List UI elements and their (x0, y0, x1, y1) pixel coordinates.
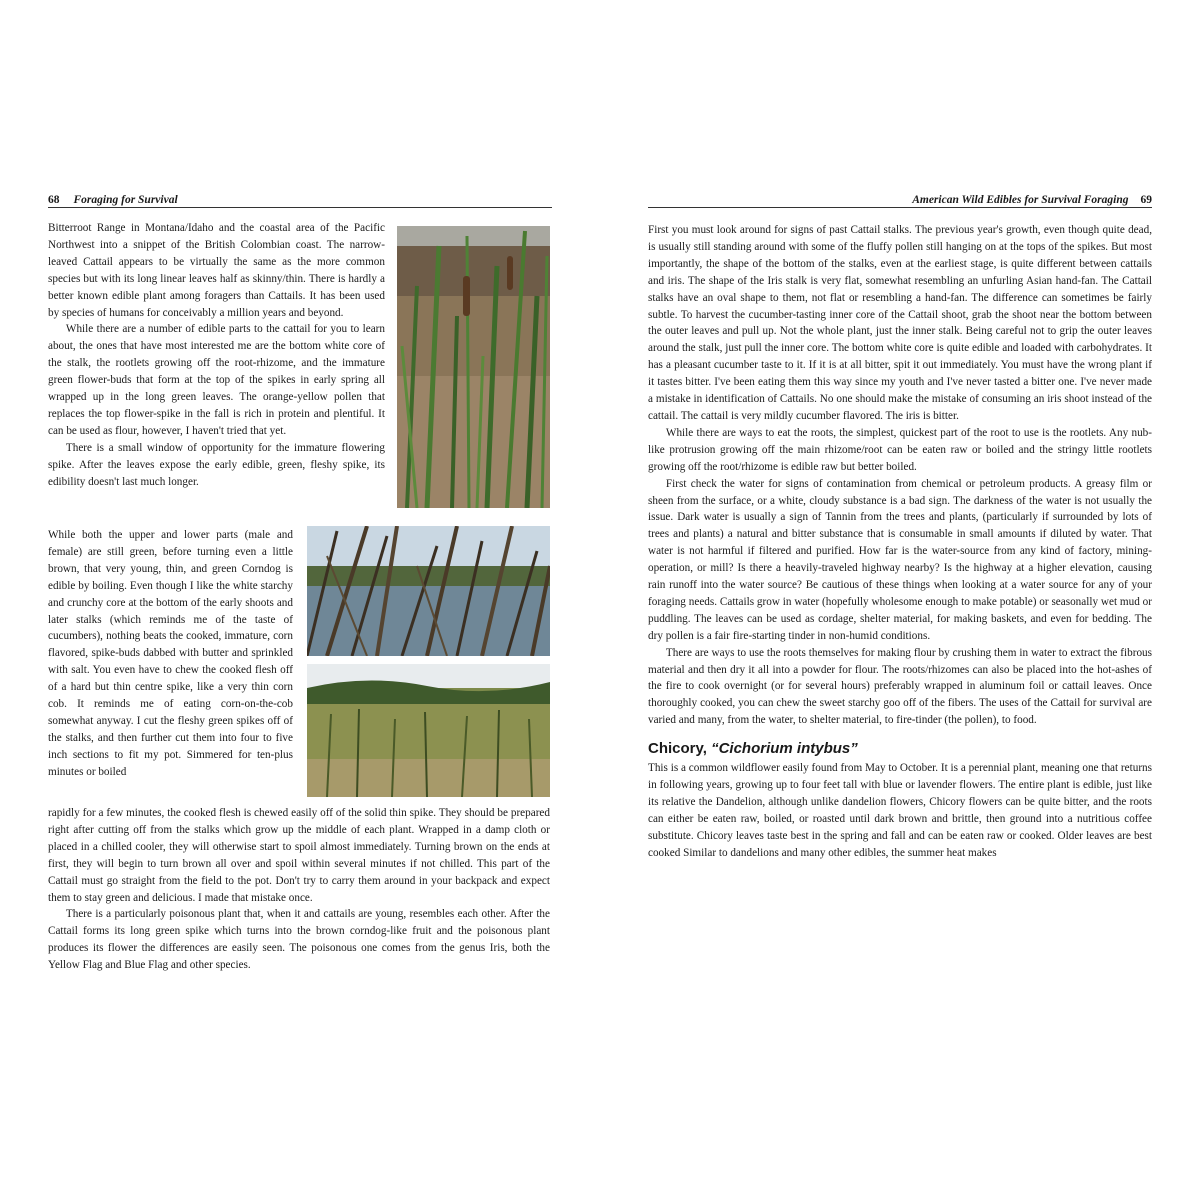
heading-common-name: Chicory, (648, 740, 712, 758)
left-page (48, 188, 552, 208)
left-running-title: Foraging for Survival (73, 194, 178, 206)
paragraph: There is a small window of opportunity for the immature flowering spike. After the leaves expose the early edible, green, fleshy spike, its edibility doesn't last much longer. (48, 441, 385, 488)
paragraph: Bitterroot Range in Montana/Idaho and the coastal area of the Pacific Northwest into a snippet of the British Colombian coast. The narrow-leaved Cattail appears to be virtually the same as the more common species but with its long linear leaves half as skinny/thin. There is hardly a better known edible plant among foragers than Cattails. It has been used by species of humans for conceivably a million years and beyond. (48, 222, 385, 319)
left-column-top (48, 220, 385, 491)
right-running-head (648, 188, 1152, 208)
paragraph: While both the upper and lower parts (male and female) are still green, before turning even a little brown, that very young, thin, and green Corndog is edible by boiling. Even though I like the white starchy and crunchy core at the bottom of the early shoots and later stalks (which reminds me of the taste of cucumbers), nothing beats the cooked, immature, corn flavored, spike-buds dabbed with butter and sprinkled with salt. You even have to chew the cooked flesh off of a hard but thin centre spike, like a very thin corn cob. It reminds me of eating corn-on-the-cob somewhat anyway. I cut the fleshy green spikes off of the stalks, and then further cut them into four to five inch sections to fit my pot. Simmered for ten-plus minutes or boiled (48, 529, 293, 778)
paragraph: First check the water for signs of contamination from chemical or petroleum products. A greasy film or sheen from the surface, or a white, cloudy substance is a bad sign. The darkness of the water is not usually the issue. Dark water is usually a sign of Tannin from the trees and plants, (particularly if surrounded by lots of trees and plants) a natural and bitter substance that is consumable in small amounts if diluted by water. That water is not harmful if filtered and purified. How far is the water-source from any kind of factory, mining-operation, or mill? Is there a heavily-traveled highway nearby? Is the highway at a higher elevation, causing rain runoff into the water source? Be cautious of these things when looking at a water source for any of your foraging needs. Cattails grow in water (hopefully wholesome enough to make potable) or seasonally wet mud or puddling. The leaves can be used as cordage, shelter material, for making baskets, and even for bedding. The dry pollen is a fair fire-starting tinder in non-humid conditions. (648, 477, 1152, 642)
left-running-head (48, 188, 552, 208)
right-running-title: American Wild Edibles for Survival Foraging (912, 194, 1129, 206)
paragraph: rapidly for a few minutes, the cooked flesh is chewed easily off of the solid thin spike. They should be prepared right after cutting off from the stalks which grow up the middle of each plant. Wrapped in a damp cloth or placed in a chilled cooler, they will otherwise start to spoil almost immediately. Turning brown on the ends at first, they will begin to turn brown all over and spoil within several minutes if not chilled. This part of the Cattail must go straight from the field to the pot. Don't try to carry them around in your backpack and expect them to stay green and delicious. I made that mistake once. (48, 807, 550, 904)
cattail-marsh-photo (307, 664, 550, 797)
left-column-middle (48, 527, 293, 781)
left-column-bottom (48, 805, 550, 974)
left-page-number: 68 (48, 194, 60, 206)
paragraph: There are ways to use the roots themselves for making flour by crushing them in water to extract the fibrous material and then dry it all into a powder for flour. The roots/rhizomes can also be placed into the hot-ashes of the fire to cook overnight (or for several hours) preferably wrapped in aluminum foil or cattail leaves. Once thoroughly cooked, you can chew the sweet starchy goo off of the fibers. The uses of the Cattail for survival are varied and many, from the water, to shelter material, to fire-tinder (the pollen), to food. (648, 646, 1152, 727)
paragraph: This is a common wildflower easily found from May to October. It is a perennial plant, meaning one that returns in following years, growing up to four feet tall with blue or lavender flowers. The entire plant is edible, just like its relative the Dandelion, although unlike dandelion flowers, Chicory flowers can be quite bitter, and the roots can either be eaten raw, boiled, or roasted until dark brown and brittle, then ground into a nutritious coffee substitute. Chicory leaves taste best in the spring and fall and can be eaten raw or cooked. Older leaves are best cooked Similar to dandelions and many other edibles, the summer heat makes (648, 762, 1152, 859)
right-page (648, 188, 1152, 862)
paragraph: While there are a number of edible parts to the cattail for you to learn about, the ones that have most interested me are the bottom white core of the stalk, the rootlets growing off the root-rhizome, and the immature green flower-buds that form at the top of the spikes in early spring all wrapped up in the long green leaves. The orange-yellow pollen that replaces the top flower-spike in the fall is rich in protein and plentiful. It can be used as flour, however, I haven't tried that yet. (48, 323, 385, 437)
heading-latin-name: “Cichorium intybus” (711, 740, 858, 758)
right-page-body (648, 222, 1152, 862)
paragraph: While there are ways to eat the roots, the simplest, quickest part of the root to use is the rootlets. Any nub-like protrusion growing off the main rhizome/root can be eaten raw or boiled and the stringy little rootlets growing off the root/rhizome is edible raw but better boiled. (648, 426, 1152, 473)
right-page-number: 69 (1140, 194, 1152, 206)
section-heading-chicory (648, 741, 1152, 758)
cattail-stand-photo (397, 226, 550, 508)
paragraph: First you must look around for signs of past Cattail stalks. The previous year's growth, even though quite dead, is usually still standing around with some of the fluffy pollen still hanging on at the tops of the spikes. But most importantly, the shape of the bottom of the stalks, even at the earliest stage, is quite different between cattails and iris. The shape of the Iris stalk is very flat, somewhat resembling an unfurling Asian hand-fan. The Cattail stalks have an oval shape to them, not flat or resembling a hand-fan. The difference can sometimes be fairly subtle. To harvest the cucumber-tasting inner core of the Cattail shoot, grab the shoot near the bottom between the outer leaves and pull up. Not the whole plant, just the inner stalk. Being careful not to grip the outer leaves around the stalk, just pull the inner core. The bottom white core is quite edible and loaded with carbohydrates. It has a pleasant cucumber taste to it. If it is at all bitter, spit it out immediately. You must have the wrong plant if it tastes bitter. I've been eating them this way since my youth and I've never tasted a bitter one. I've never made a mistake in identification of Cattails. No one should make the mistake of consuming an iris shoot instead of the cattail. The cattail is very mildly cucumber flavored. The iris is bitter. (648, 224, 1152, 422)
cattails-by-lake-photo (307, 526, 550, 656)
paragraph: There is a particularly poisonous plant that, when it and cattails are young, resembles each other. After the Cattail forms its long green spike which turns into the brown corndog-like fruit and the poisonous plant produces its flower the differences are easily seen. The poisonous one comes from the genus Iris, both the Yellow Flag and Blue Flag and other species. (48, 908, 550, 972)
